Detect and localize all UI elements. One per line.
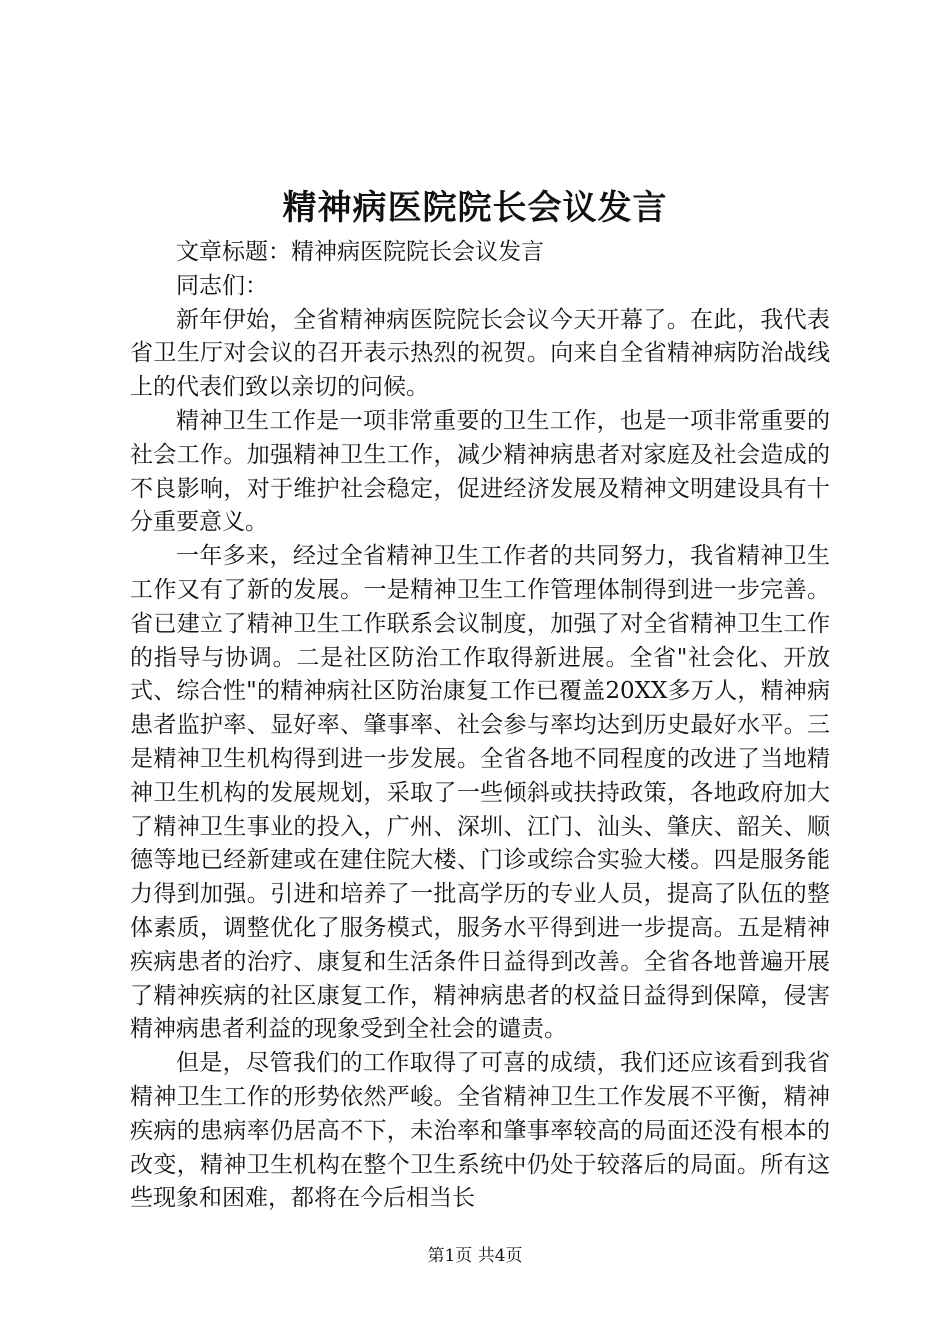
paragraph-2: 精神卫生工作是一项非常重要的卫生工作，也是一项非常重要的社会工作。加强精神卫生工作，减少精神病患者对家庭及社会造成的不良影响，对于维护社会稳定，促进经济发展及精神文明建设具有十分重要意义。 [130, 407, 830, 536]
document-body [130, 236, 830, 1216]
article-title-line: 文章标题：精神病医院院长会议发言 [176, 239, 544, 265]
paragraph-3: 一年多来，经过全省精神卫生工作者的共同努力，我省精神卫生工作又有了新的发展。一是精神卫生工作管理体制得到进一步完善。省已建立了精神卫生工作联系会议制度，加强了对全省精神卫生工作的指导与协调。二是社区防治工作取得新进展。全省"社会化、开放式、综合性"的精神病社区防治康复工作已覆盖20XX多万人，精神病患者监护率、显好率、肇事率、社会参与率均达到历史最好水平。三是精神卫生机构得到进一步发展。全省各地不同程度的改进了当地精神卫生机构的发展规划，采取了一些倾斜或扶持政策，各地政府加大了精神卫生事业的投入，广州、深圳、江门、汕头、肇庆、韶关、顺德等地已经新建或在建住院大楼、门诊或综合实验大楼。四是服务能力得到加强。引进和培养了一批高学历的专业人员，提高了队伍的整体素质，调整优化了服务模式，服务水平得到进一步提高。五是精神疾病患者的治疗、康复和生活条件日益得到改善。全省各地普遍开展了精神疾病的社区康复工作，精神病患者的权益日益得到保障，侵害精神病患者利益的现象受到全社会的谴责。 [130, 543, 830, 1043]
salutation: 同志们： [176, 272, 268, 299]
page-number-footer: 第1页 共4页 [427, 1246, 523, 1266]
paragraph-1: 新年伊始，全省精神病医院院长会议今天开幕了。在此，我代表省卫生厅对会议的召开表示热烈的祝贺。向来自全省精神病防治战线上的代表们致以亲切的问候。 [130, 306, 830, 401]
document-title: 精神病医院院长会议发言 [282, 188, 668, 228]
paragraph-4: 但是，尽管我们的工作取得了可喜的成绩，我们还应该看到我省精神卫生工作的形势依然严峻。全省精神卫生工作发展不平衡，精神疾病的患病率仍居高不下，未治率和肇事率较高的局面还没有根本的改变，精神卫生机构在整个卫生系统中仍处于较落后的局面。所有这些现象和困难，都将在今后相当长 [130, 1050, 830, 1212]
